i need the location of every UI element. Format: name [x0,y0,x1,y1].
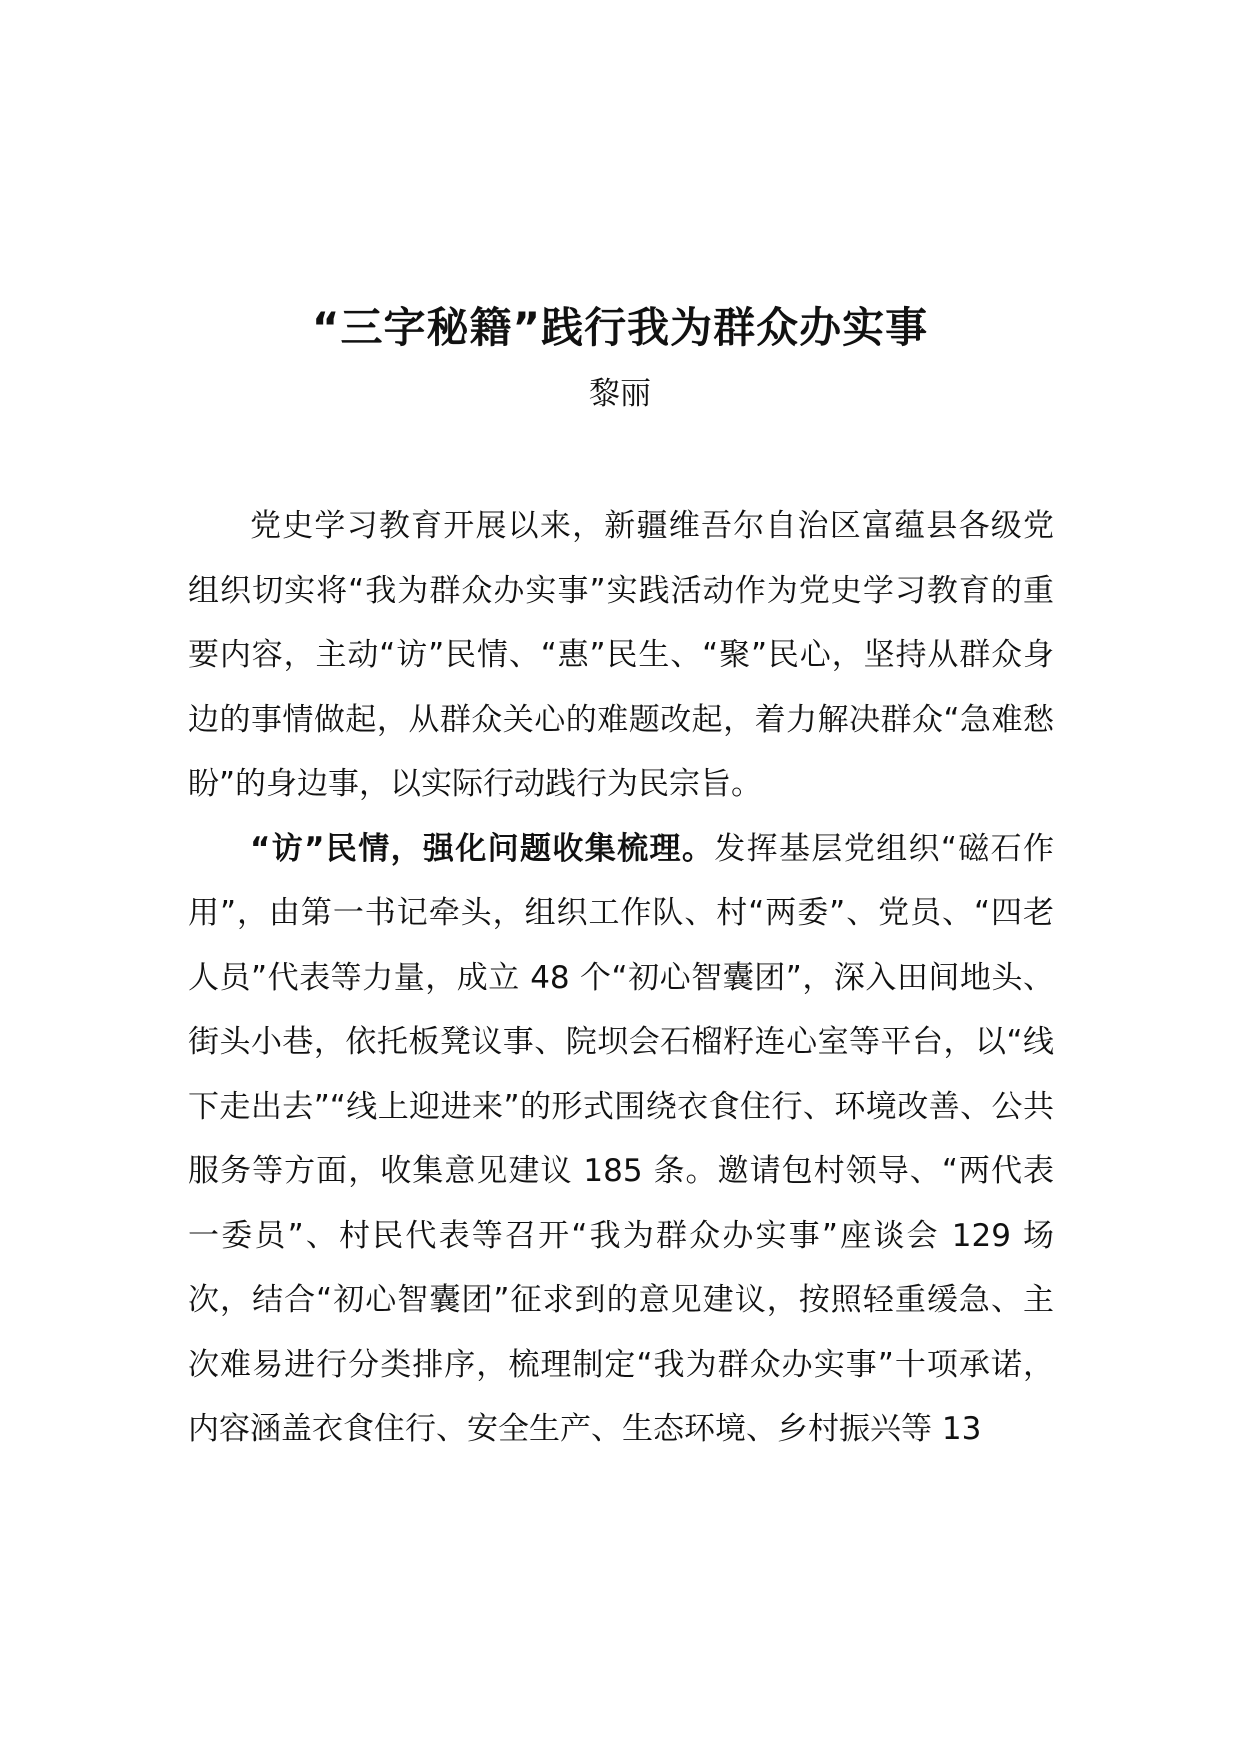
paragraph-visit-public-opinion [188,817,1054,1462]
paragraph-text: 党史学习教育开展以来，新疆维吾尔自治区富蕴县各级党组织切实将“我为群众办实事”实践活动作为党史学习教育的重要内容，主动“访”民情、“惠”民生、“聚”民心，坚持从群众身边的事情做起，从群众关心的难题改起，着力解决群众“急难愁盼”的身边事，以实际行动践行为民宗旨。 [188,508,1054,802]
paragraph-intro [188,494,1054,817]
paragraph-text: 发挥基层党组织“磁石作用”，由第一书记牵头，组织工作队、村“两委”、党员、“四老人员”代表等力量，成立 48 个“初心智囊团”，深入田间地头、街头小巷，依托板凳议事、院坝会石榴籽连心室等平台，以“线下走出去”“线上迎进来”的形式围绕衣食住行、环境改善、公共服务等方面，收集意见建议 185 条。邀请包村领导、“两代表一委员”、村民代表等召开“我为群众办实事”座谈会 129 场次，结合“初心智囊团”征求到的意见建议，按照轻重缓急、主次难易进行分类排序，梳理制定“我为群众办实事”十项承诺，内容涵盖衣食住行、安全生产、生态环境、乡村振兴等 13 [188,830,1054,1447]
article-body [188,494,1054,1462]
author-name: 黎丽 [589,376,651,412]
document-title: “三字秘籍”践行我为群众办实事 [311,303,929,352]
paragraph-lead: “访”民情，强化问题收集梳理。 [250,830,715,867]
